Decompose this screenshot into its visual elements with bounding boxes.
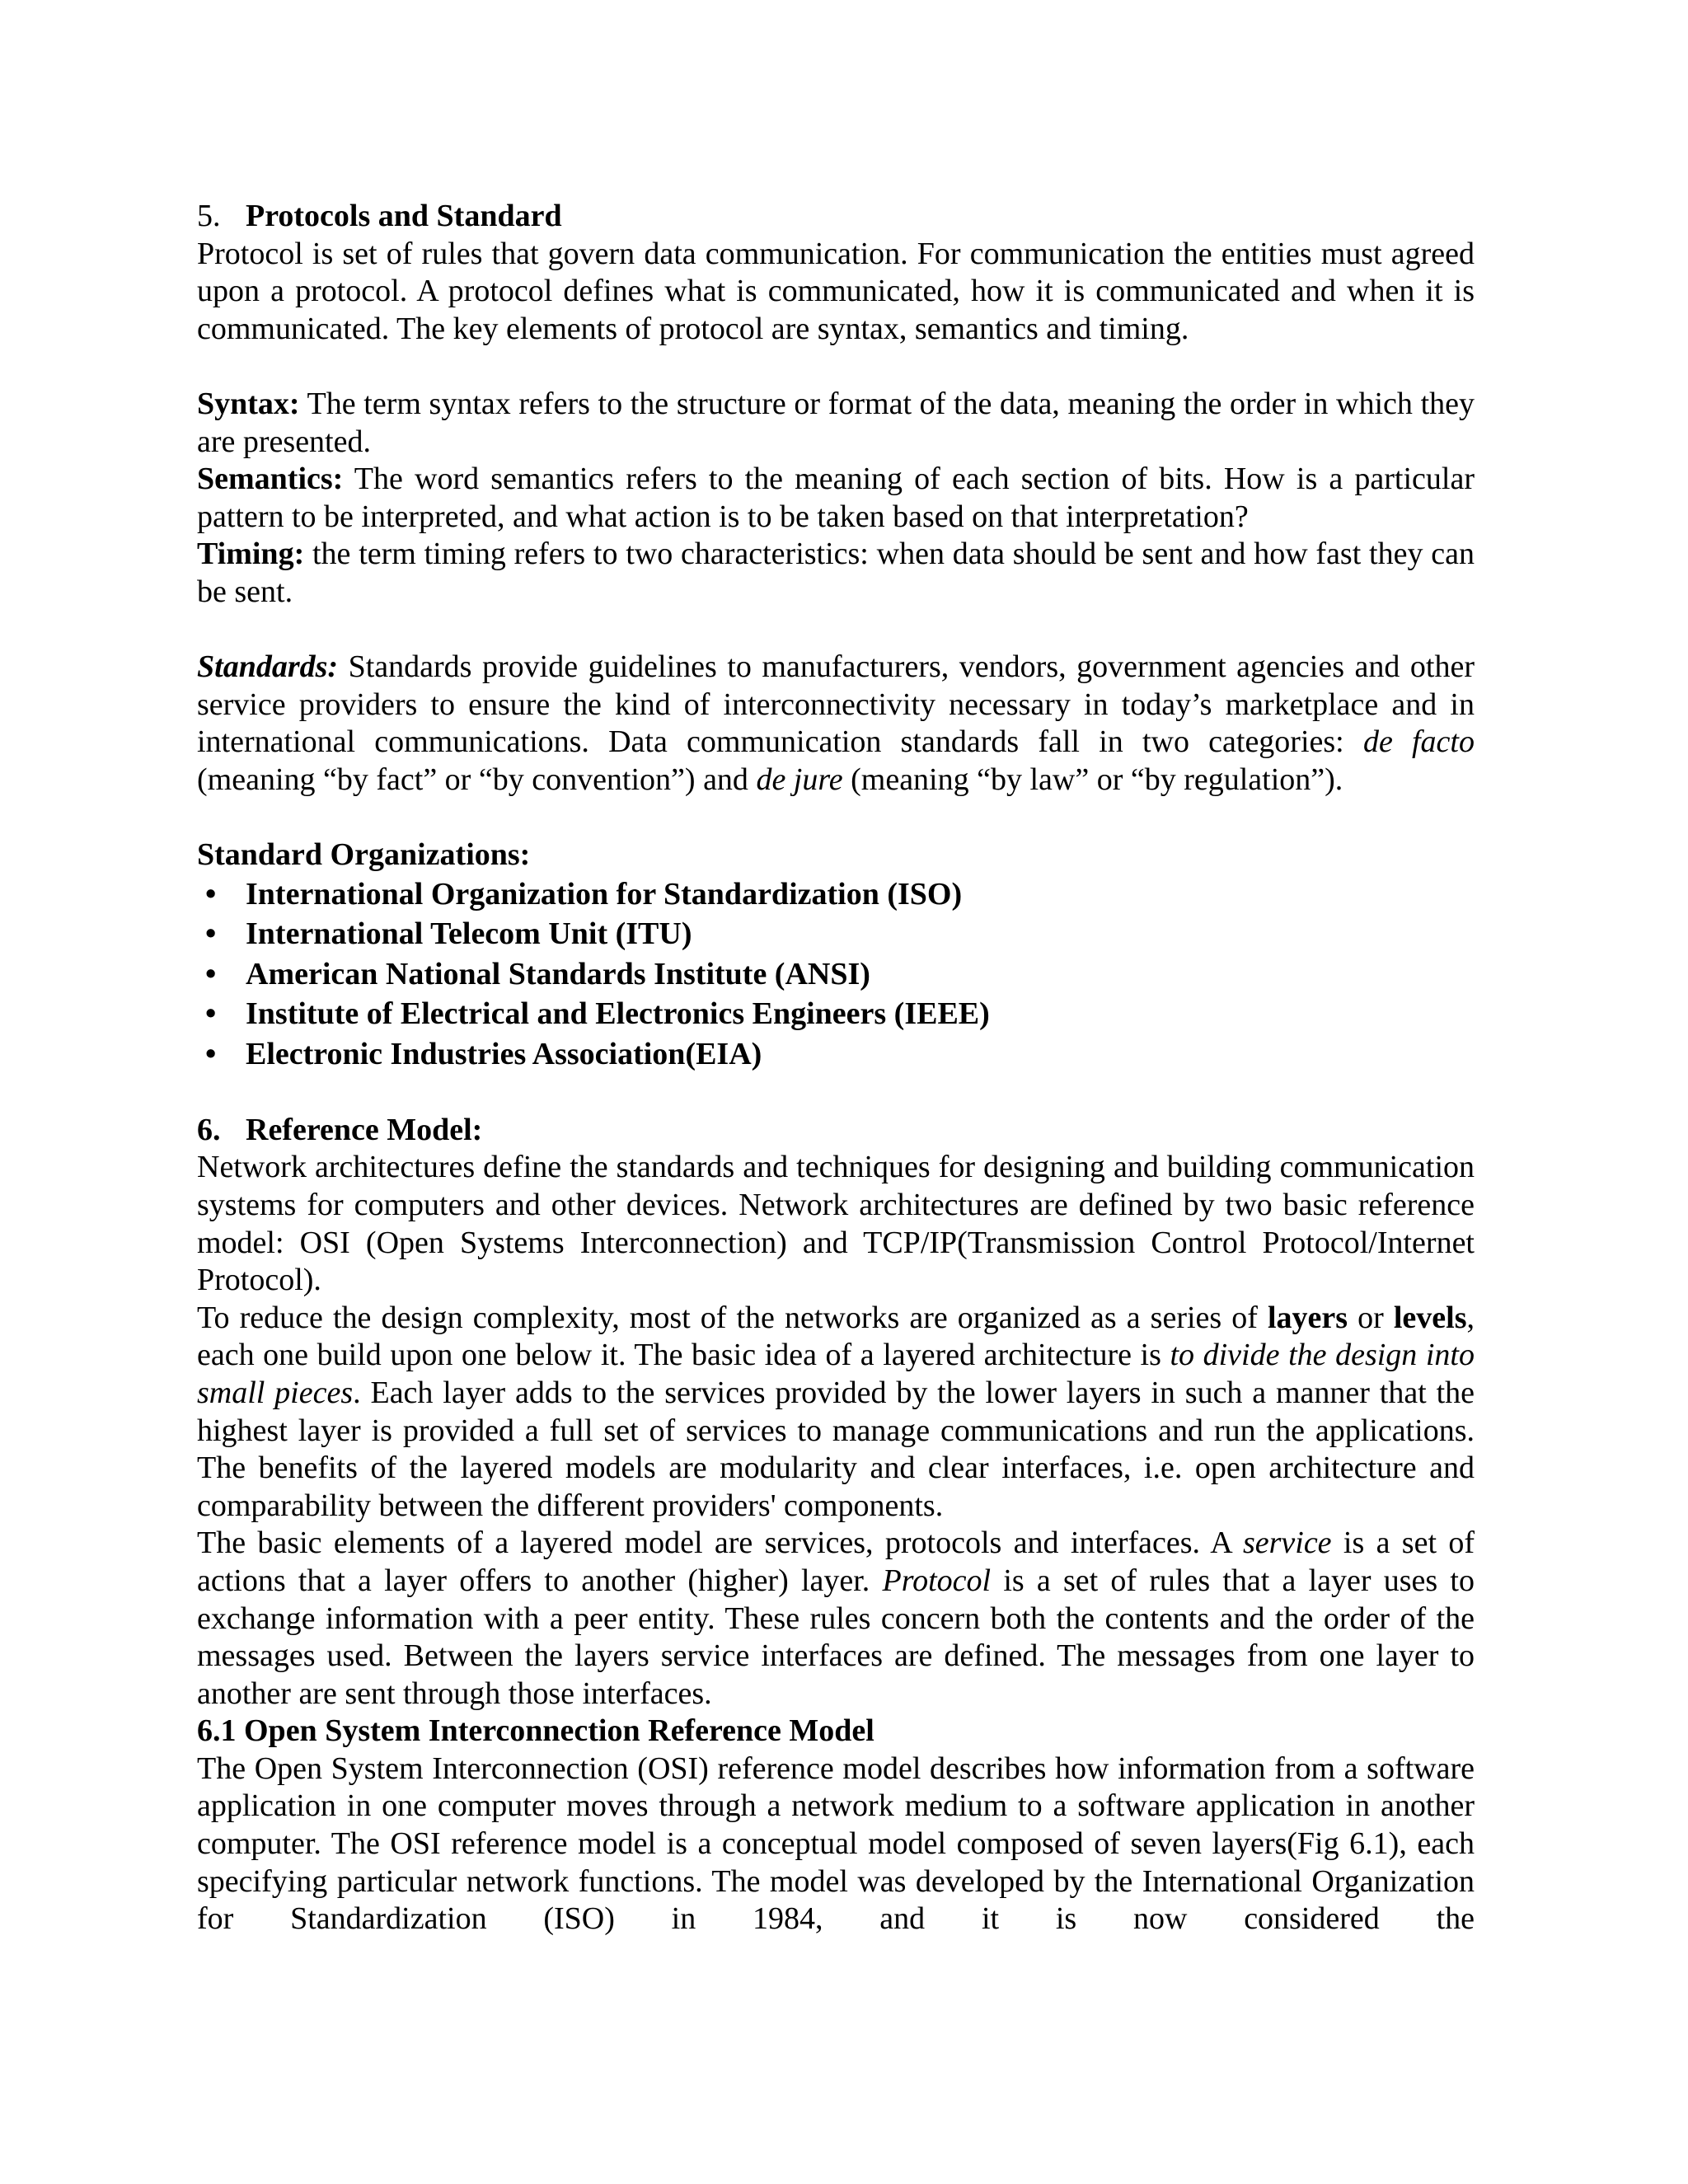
section-6-heading	[197, 1112, 1475, 1150]
standards-label: Standards:	[197, 649, 339, 685]
de-jure-term: de jure	[756, 762, 843, 797]
de-facto-term: de facto	[1362, 724, 1475, 760]
standards-text: (meaning “by fact” or “by convention”) and	[197, 762, 757, 797]
syntax-paragraph	[197, 386, 1475, 461]
text-run: is a set of actions that a layer offers to another (higher) layer.	[197, 1526, 1475, 1598]
semantics-text: The word semantics refers to the meaning of each section of bits. How is a particular pattern to be interpreted, and what action is to be taken based on that interpretation?	[197, 462, 1475, 534]
standards-text: Standards provide guidelines to manufacturers, vendors, government agencies and other service providers to ensure the kind of interconnectivity necessary in today’s marketplace and in international communications. Data communication standards fall in two categories:	[197, 649, 1475, 760]
organizations-heading-text: Standard Organizations:	[197, 837, 531, 873]
list-item	[197, 994, 1475, 1034]
protocol-intro: Protocol is set of rules that govern data communication. For communication the entities must agreed upon a protocol. A protocol defines what is communicated, how it is communicated and when it is communicated. The key elements of protocol are syntax, semantics and timing.	[197, 236, 1475, 346]
service-term: service	[1242, 1526, 1332, 1561]
document-page	[197, 198, 1475, 1938]
protocol-term: Protocol	[882, 1563, 992, 1598]
org-name: Electronic Industries Association(EIA)	[246, 1036, 762, 1071]
standards-paragraph	[197, 649, 1475, 799]
org-name: Institute of Electrical and Electronics Engineers (IEEE)	[246, 996, 990, 1032]
text-run: To reduce the design complexity, most of the networks are organized as a series of	[197, 1300, 1268, 1335]
reference-model-paragraph-3	[197, 1525, 1475, 1713]
section-5-heading	[197, 198, 1475, 236]
osi-subheading	[197, 1713, 1475, 1750]
section-number: 5.	[197, 199, 221, 233]
list-item	[197, 1034, 1475, 1075]
bullet-icon: •	[205, 916, 217, 952]
text-run: is a set of rules that a layer uses to exchange information with a peer entity. These rules concern both the contents and the order of the messages used. Between the layers service interfaces are defined. The messages from one layer to another are sent through those interfaces.	[197, 1563, 1475, 1711]
reference-model-paragraph-2	[197, 1300, 1475, 1526]
section-number: 6.	[197, 1112, 221, 1147]
list-item	[197, 954, 1475, 995]
bullet-icon: •	[205, 956, 217, 991]
list-item	[197, 874, 1475, 915]
timing-label: Timing:	[197, 537, 305, 572]
bullet-icon: •	[205, 996, 217, 1032]
section-title: Reference Model:	[246, 1112, 483, 1147]
bullet-icon: •	[205, 876, 217, 912]
layers-term: layers	[1267, 1300, 1348, 1335]
syntax-text: The term syntax refers to the structure or format of the data, meaning the order in which they are presented.	[197, 386, 1475, 459]
organizations-list	[197, 874, 1475, 1075]
levels-term: levels	[1393, 1300, 1467, 1335]
subsection-title: 6.1 Open System Interconnection Reference Model	[197, 1713, 874, 1749]
org-name: International Telecom Unit (ITU)	[246, 916, 692, 952]
section-title: Protocols and Standard	[246, 199, 562, 233]
organizations-heading	[197, 837, 1475, 874]
reference-model-paragraph-1: Network architectures define the standards and techniques for designing and building communication systems for computers and other devices. Network architectures are defined by two basic reference model: OSI (Open Systems Interconnection) and TCP/IP(Transmission Control Protocol/Internet Protocol).	[197, 1150, 1475, 1298]
timing-paragraph	[197, 536, 1475, 611]
text-run: . Each layer adds to the services provided by the lower layers in such a manner that the highest layer is provided a full set of services to manage communications and run the applications. The benefits of the layered models are modularity and clear interfaces, i.e. open architecture and comparability between the different providers' components.	[197, 1375, 1475, 1523]
timing-text: the term timing refers to two characteristics: when data should be sent and how fast they can be sent.	[197, 537, 1475, 609]
list-item	[197, 914, 1475, 954]
text-run: , each one build upon one below it. The basic idea of a layered architecture is	[197, 1300, 1475, 1373]
osi-paragraph: The Open System Interconnection (OSI) reference model describes how information from a software application in one computer moves through a network medium to a software application in another computer. The OSI reference model is a conceptual model composed of seven layers(Fig 6.1), each specifying particular network functions. The model was developed by the International Organization for Standardization (ISO) in 1984, and it is now considered the	[197, 1750, 1475, 1937]
semantics-label: Semantics:	[197, 462, 344, 497]
standards-text: (meaning “by law” or “by regulation”).	[842, 762, 1343, 797]
semantics-paragraph	[197, 461, 1475, 536]
text-run: or	[1348, 1300, 1394, 1335]
emphasis-text: to divide the design into small pieces	[197, 1338, 1475, 1410]
org-name: International Organization for Standardization (ISO)	[246, 876, 963, 912]
bullet-icon: •	[205, 1036, 217, 1071]
text-run: The basic elements of a layered model are services, protocols and interfaces. A	[197, 1526, 1243, 1561]
org-name: American National Standards Institute (ANSI)	[246, 956, 870, 991]
syntax-label: Syntax:	[197, 386, 300, 421]
